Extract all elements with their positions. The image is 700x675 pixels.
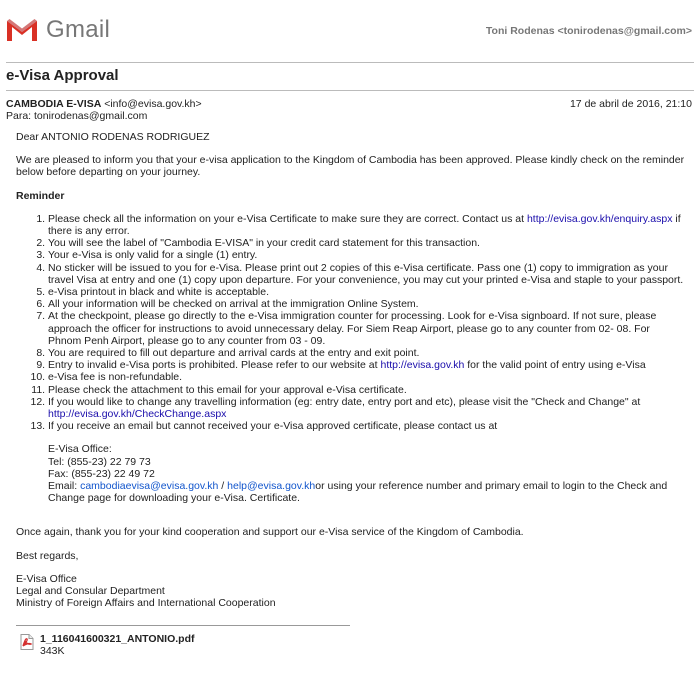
signature-line-1: E-Visa Office — [16, 572, 77, 585]
email-link-cambodiaevisa[interactable]: cambodiaevisa@evisa.gov.kh — [80, 480, 219, 493]
reminder-item: 13. If you receive an email but cannot received your e-Visa approved certificate, please contact us at — [48, 420, 686, 432]
office-fax: Fax: (855-23) 22 49 72 — [48, 467, 155, 480]
email-link-help[interactable]: help@evisa.gov.kh — [227, 480, 316, 493]
email-date: 17 de abril de 2016, 21:10 — [569, 98, 692, 110]
reminder-item: 1. Please check all the information on your e-Visa Certificate to make sure they are correct. Contact us at http://evisa.gov.kh/enquiry.aspx if there is any error. — [48, 213, 686, 237]
email-body — [16, 131, 686, 610]
attachment-size: 343K — [40, 645, 65, 657]
office-title: E-Visa Office: — [48, 443, 112, 456]
reminder-link[interactable]: http://evisa.gov.kh/CheckChange.aspx — [48, 408, 227, 421]
reminder-link[interactable]: http://evisa.gov.kh — [380, 359, 465, 372]
signature-line-3: Ministry of Foreign Affairs and International Cooperation — [16, 597, 276, 610]
reminder-heading: Reminder — [16, 189, 65, 202]
reminder-item: 4. No sticker will be issued to you for e-Visa. Please print out 2 copies of this e-Visa certificate. Pass one (1) copy to immigration as your travel Visa at entry and one (1) copy upon departure. For your convenience, you may cut your printed e-Visa and staple to your passport. — [48, 262, 686, 286]
sender-name: CAMBODIA E-VISA — [6, 98, 102, 110]
reminder-item: 7. At the checkpoint, please go directly to the e-Visa immigration counter for processing. Look for e-Visa signboard. If not sure, please approach the officer for instructions to avoid unnecessary delay. For Siem Reap Airport, please go to any counter from 02- 08. For Phnom Penh Airport, please go to any counter from 03 - 09. — [48, 310, 686, 347]
office-tel: Tel: (855-23) 22 79 73 — [48, 455, 151, 468]
gmail-header — [0, 0, 700, 60]
reminder-item: 9. Entry to invalid e-Visa ports is prohibited. Please refer to our website at http://evisa.gov.kh for the valid point of entry using e-Visa — [48, 359, 686, 371]
header-divider — [6, 62, 694, 63]
attachment-filename[interactable]: 1_116041600321_ANTONIO.pdf — [40, 633, 195, 645]
regards: Best regards, — [16, 549, 79, 562]
reminder-item: 5. e-Visa printout in black and white is acceptable. — [48, 286, 686, 298]
greeting: Dear ANTONIO RODENAS RODRIGUEZ — [16, 131, 210, 143]
reminder-list — [16, 213, 686, 433]
office-contact-block — [48, 443, 686, 504]
gmail-m-icon — [6, 18, 38, 42]
sender-line — [6, 98, 202, 110]
gmail-wordmark: Gmail — [46, 16, 111, 43]
signature-line-2: Legal and Consular Department — [16, 585, 165, 598]
reminder-item: 2. You will see the label of "Cambodia E-VISA" in your credit card statement for this transaction. — [48, 237, 686, 249]
attachment-divider — [16, 625, 350, 626]
reminder-item: 6. All your information will be checked on arrival at the immigration Online System. — [48, 298, 686, 310]
reminder-item: 12. If you would like to change any travelling information (eg: entry date, entry port and etc), please visit the "Check and Change" at http://evisa.gov.kh/CheckChange.aspx — [48, 396, 686, 420]
gmail-logo[interactable] — [6, 16, 110, 44]
reminder-item: 10. e-Visa fee is non-refundable. — [48, 371, 686, 383]
account-label: Toni Rodenas <tonirodenas@gmail.com> — [485, 25, 692, 37]
subject-divider — [6, 90, 694, 91]
pdf-file-icon — [20, 634, 34, 650]
reminder-link[interactable]: http://evisa.gov.kh/enquiry.aspx — [526, 212, 673, 225]
attachment[interactable] — [20, 633, 194, 657]
email-subject: e-Visa Approval — [6, 67, 119, 84]
intro-paragraph: We are pleased to inform you that your e-visa application to the Kingdom of Cambodia has been approved. Please kindly check on the reminder below before departing on your journey. — [16, 154, 685, 179]
reminder-item: 3. Your e-Visa is only valid for a single (1) entry. — [48, 249, 686, 261]
recipient-line: Para: tonirodenas@gmail.com — [6, 110, 148, 122]
closing-paragraph: Once again, thank you for your kind cooperation and support our e-Visa service of the Kingdom of Cambodia. — [16, 526, 524, 539]
sender-email: <info@evisa.gov.kh> — [104, 98, 202, 110]
reminder-item: 11. Please check the attachment to this email for your approval e-Visa certificate. — [48, 384, 686, 396]
office-email: Email: cambodiaevisa@evisa.gov.kh / help@evisa.gov.khor using your reference number and primary email to login to the Check and Change page for downloading your e-Visa. Certificate. — [48, 480, 668, 505]
reminder-item: 8. You are required to fill out departure and arrival cards at the entry and exit point. — [48, 347, 686, 359]
